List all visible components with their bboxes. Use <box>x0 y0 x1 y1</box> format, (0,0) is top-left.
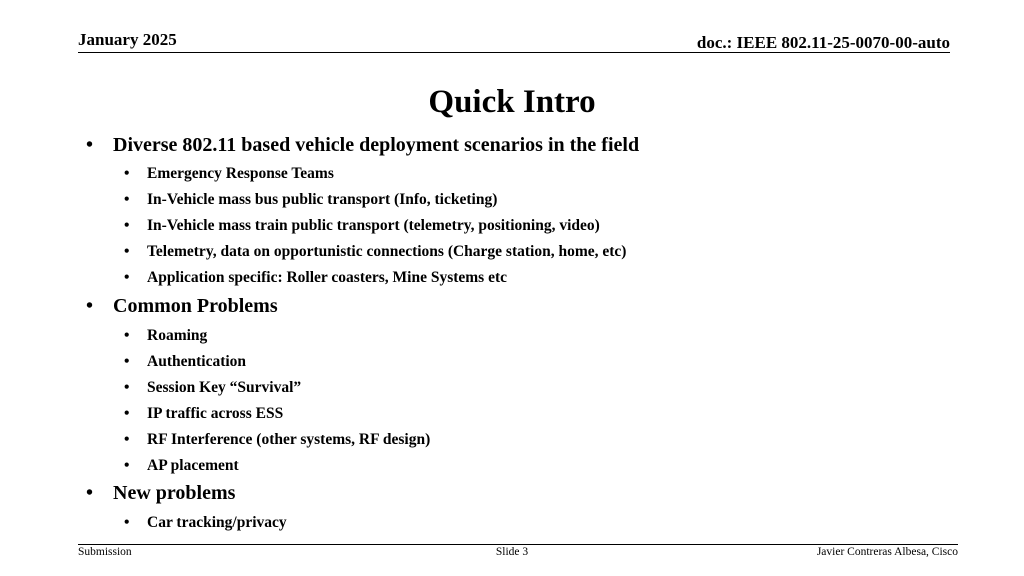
bullet-dot: • <box>86 295 94 317</box>
sub-bullet-text: Telemetry, data on opportunistic connections (Charge station, home, etc) <box>147 243 627 260</box>
bullet-dot: • <box>124 379 130 396</box>
bullet-dot: • <box>124 269 130 286</box>
footer-divider <box>78 544 958 545</box>
sub-bullet-item <box>124 217 600 235</box>
bullet-dot: • <box>86 134 94 156</box>
bullet-dot: • <box>124 165 130 182</box>
footer-slide-number: Slide 3 <box>495 546 529 558</box>
sub-bullet-item <box>124 269 508 287</box>
sub-bullet-text: RF Interference (other systems, RF design) <box>147 431 431 448</box>
sub-bullet-item <box>124 191 498 209</box>
sub-bullet-text: In-Vehicle mass bus public transport (Info, ticketing) <box>147 191 498 208</box>
bullet-dot: • <box>124 514 130 531</box>
sub-bullet-item <box>124 431 431 449</box>
bullet-dot: • <box>124 327 130 344</box>
sub-bullet-item <box>124 327 208 345</box>
bullet-dot: • <box>86 482 94 504</box>
footer-author: Javier Contreras Albesa, Cisco <box>816 546 958 558</box>
header-doc-id: doc.: IEEE 802.11-25-0070-00-auto <box>696 33 950 52</box>
sub-bullet-item <box>124 353 247 371</box>
bullet-dot: • <box>124 405 130 422</box>
bullet-heading-common-problems <box>86 295 278 318</box>
bullet-dot: • <box>124 353 130 370</box>
sub-bullet-item <box>124 243 627 261</box>
footer-submission: Submission <box>78 546 132 558</box>
sub-bullet-item <box>124 405 284 423</box>
sub-bullet-text: Authentication <box>147 353 247 370</box>
sub-bullet-text: IP traffic across ESS <box>147 405 284 422</box>
header-divider <box>78 52 950 53</box>
bullet-dot: • <box>124 457 130 474</box>
bullet-dot: • <box>124 191 130 208</box>
bullet-dot: • <box>124 431 130 448</box>
sub-bullet-text: Session Key “Survival” <box>147 379 302 396</box>
sub-bullet-item <box>124 379 302 397</box>
sub-bullet-text: AP placement <box>147 457 239 474</box>
sub-bullet-text: Emergency Response Teams <box>147 165 334 182</box>
bullet-heading-text: Diverse 802.11 based vehicle deployment scenarios in the field <box>113 134 640 156</box>
sub-bullet-item <box>124 165 334 183</box>
sub-bullet-item <box>124 514 287 532</box>
sub-bullet-item <box>124 457 239 475</box>
bullet-dot: • <box>124 243 130 260</box>
bullet-heading-text: New problems <box>113 482 236 504</box>
slide-title: Quick Intro <box>428 84 596 120</box>
bullet-heading-deployment <box>86 134 640 157</box>
sub-bullet-text: Car tracking/privacy <box>147 514 287 531</box>
bullet-dot: • <box>124 217 130 234</box>
header-date: January 2025 <box>78 30 177 49</box>
sub-bullet-text: Roaming <box>147 327 208 344</box>
bullet-heading-new-problems <box>86 482 236 505</box>
bullet-heading-text: Common Problems <box>113 295 278 317</box>
sub-bullet-text: Application specific: Roller coasters, Mine Systems etc <box>147 269 508 286</box>
sub-bullet-text: In-Vehicle mass train public transport (telemetry, positioning, video) <box>147 217 600 234</box>
